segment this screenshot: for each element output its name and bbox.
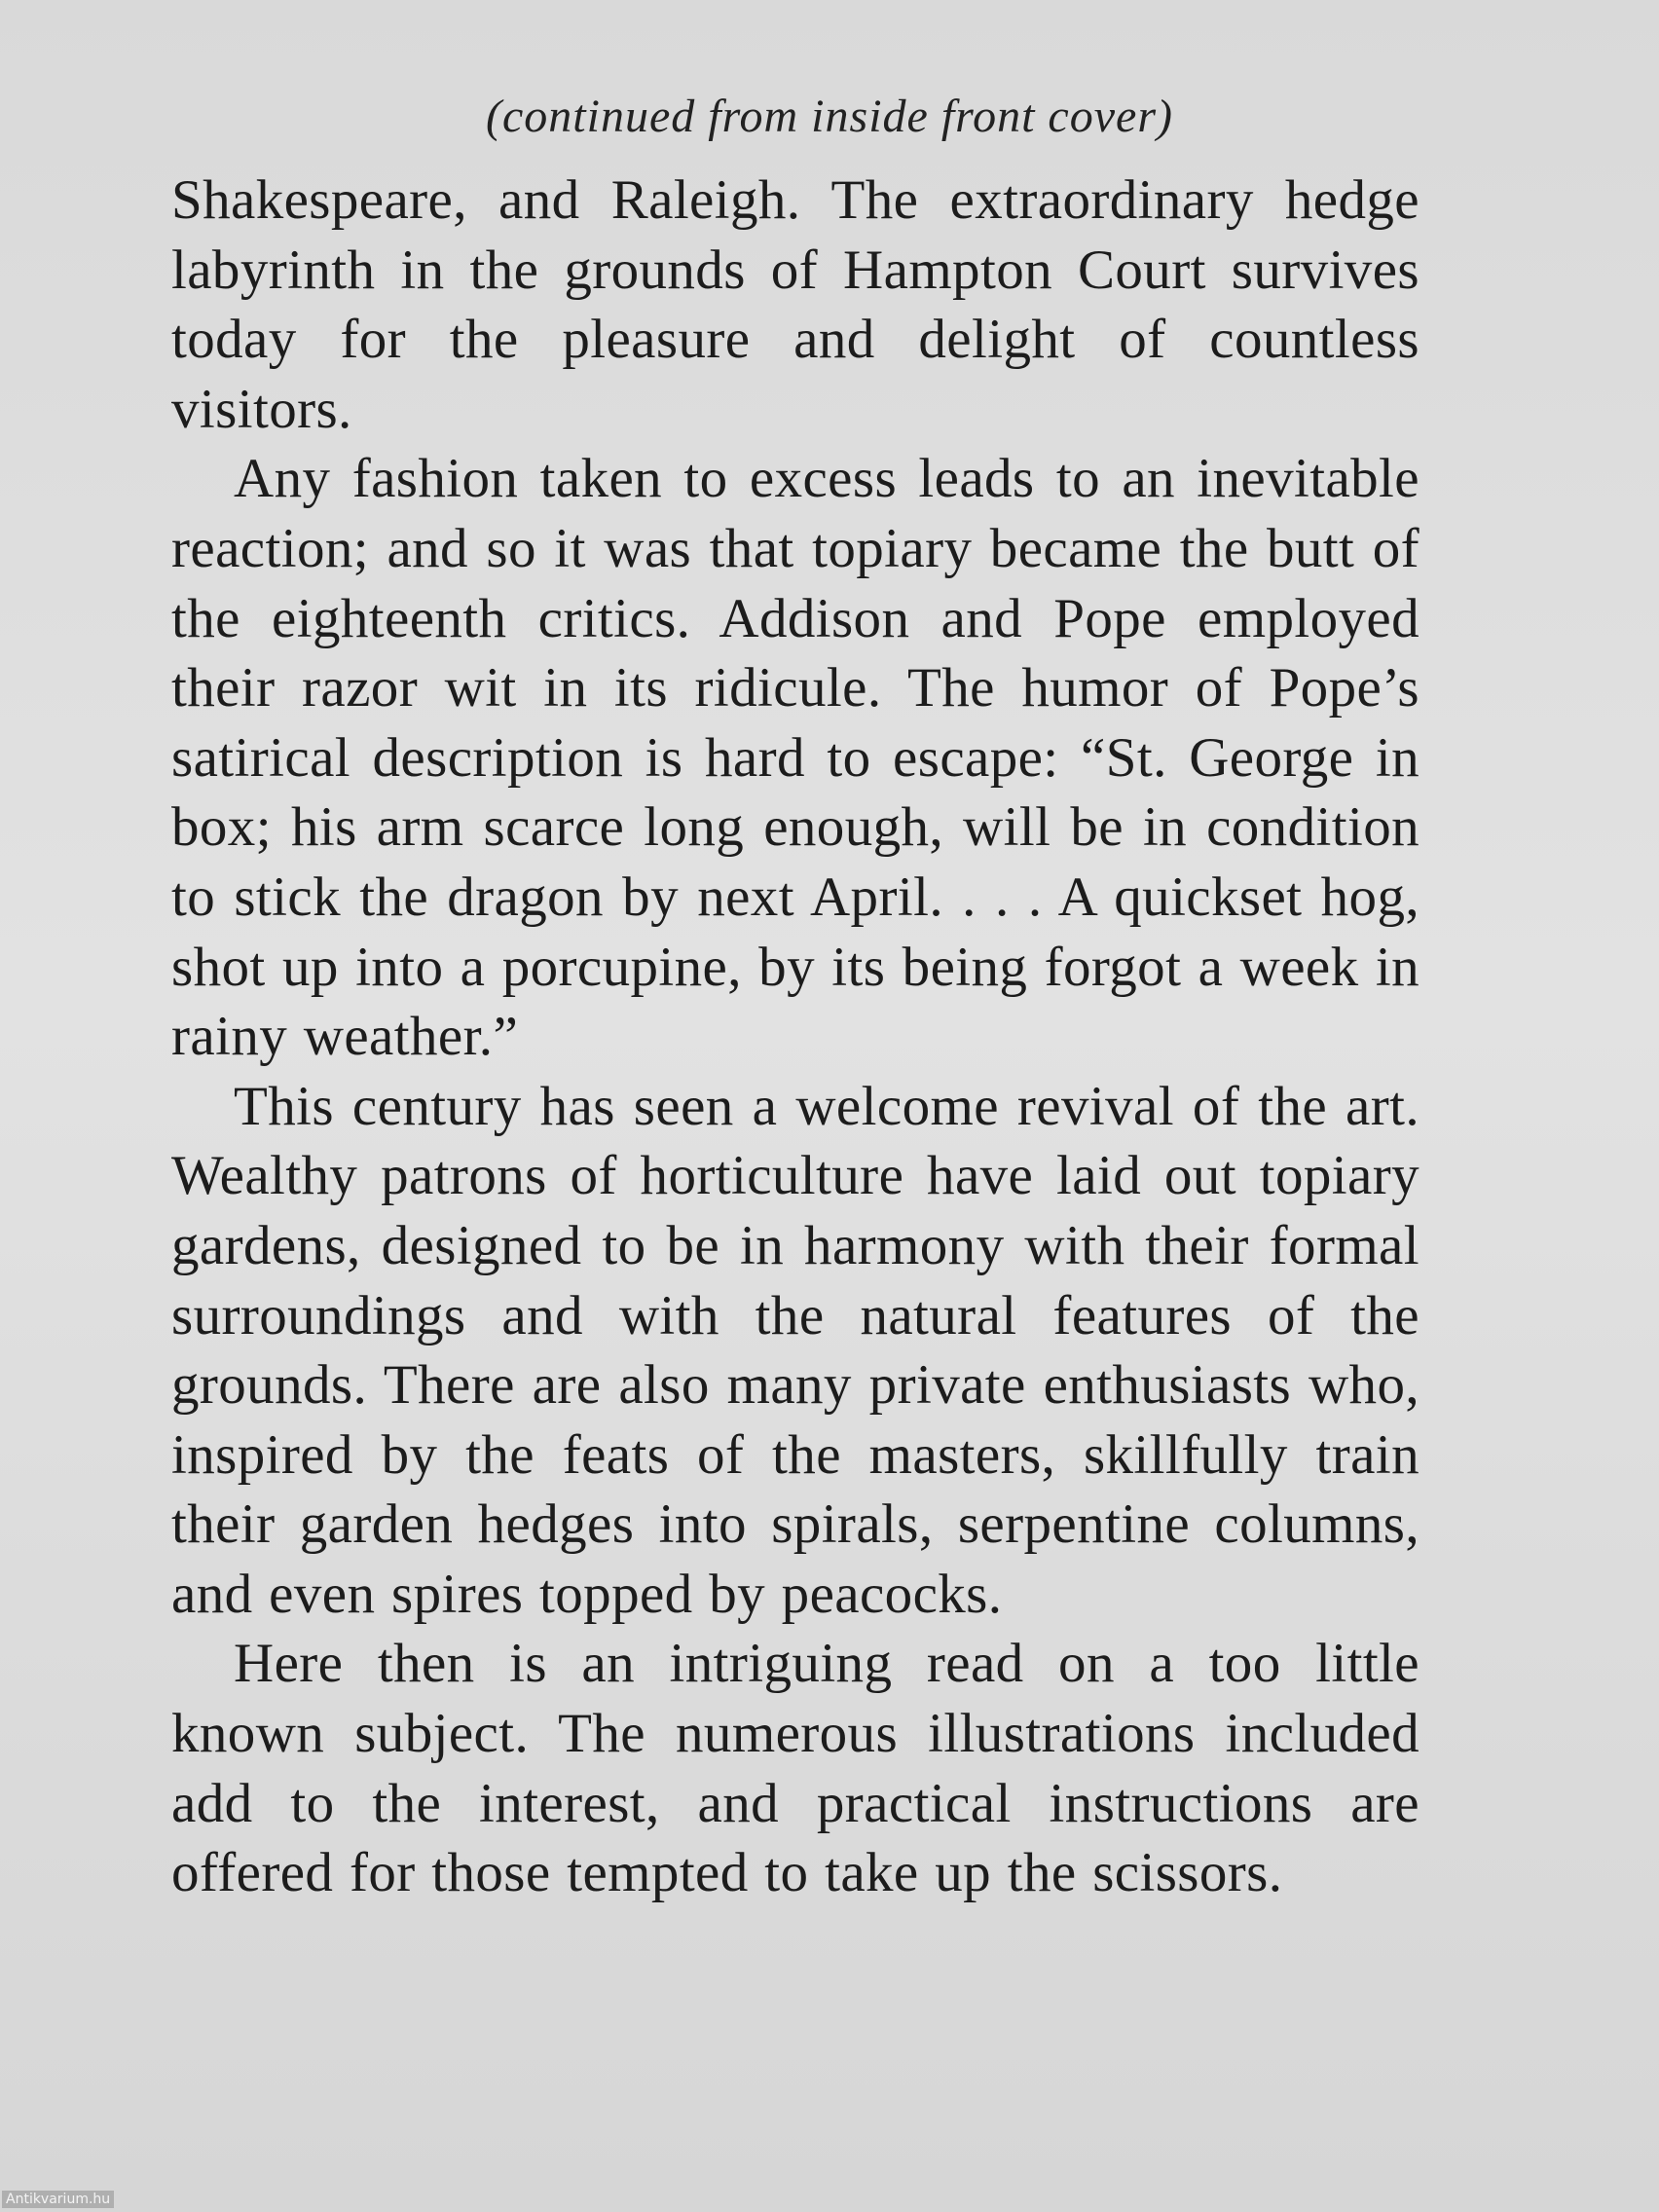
paragraph-3: This century has seen a welcome revival of the art. Wealthy patrons of horticulture have laid out topiary gardens, designed to be in harmony with their formal surroundings and with the natural features of the grounds. There are also many private enthusiasts who, inspired by the feats of the masters, skillfully train their garden hedges into spirals, serpentine columns, and even spires topped by peacocks. bbox=[171, 1075, 1419, 1625]
paragraph-2: Any fashion taken to excess leads to an inevitable reaction; and so it was that topiary became the butt of the eighteenth critics. Addison and Pope employed their razor wit in its ridicule. The humor of Pope’s satirical description is hard to escape: “St. George in box; his arm scarce long enough, will be in condition to stick the dragon by next April. . . . A quickset hog, shot up into a porcupine, by its being forgot a week in rainy weather.” bbox=[171, 448, 1419, 1068]
flap-body-text bbox=[171, 166, 1419, 1908]
watermark-text: Antikvarium.hu bbox=[2, 2191, 114, 2208]
continued-note: (continued from inside front cover) bbox=[486, 91, 1173, 142]
paragraph-4: Here then is an intriguing read on a too little known subject. The numerous illustrations included add to the interest, and practical instructions are offered for those tempted to take up the scissors. bbox=[171, 1633, 1419, 1904]
paragraph-1: Shakespeare, and Raleigh. The extraordinary hedge labyrinth in the grounds of Hampton Court survives today for the pleasure and delight of countless visitors. bbox=[171, 169, 1419, 440]
